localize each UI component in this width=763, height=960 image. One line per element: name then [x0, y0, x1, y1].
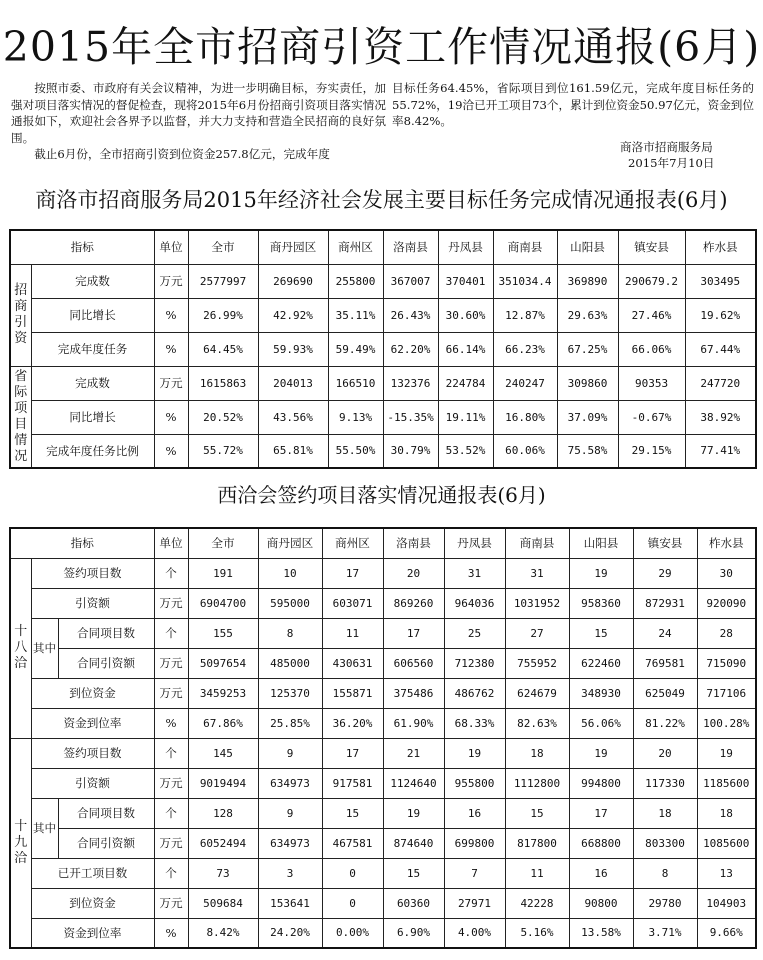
data-cell: 606560	[383, 648, 444, 678]
data-cell: 19	[569, 558, 633, 588]
unit-cell: %	[154, 298, 188, 332]
column-header: 指标	[10, 528, 154, 558]
data-cell: 65.81%	[258, 434, 328, 468]
header-row	[10, 230, 756, 264]
data-cell: 351034.4	[493, 264, 557, 298]
intro-paragraph-1: 按照市委、市政府有关会议精神，为进一步明确目标，夯实责任，加强对项目落实情况的督促检查，现将2015年6月份招商引资项目落实情况通报如下，欢迎社会各界予以监督，并大力支持和营造全民招商的良好氛围。	[11, 81, 386, 145]
data-cell: -0.67%	[618, 400, 685, 434]
column-header: 单位	[154, 528, 188, 558]
table2-title: 西洽会签约项目落实情况通报表(6月)	[217, 483, 546, 507]
data-cell: 100.28%	[697, 708, 756, 738]
issuing-org: 商洛市招商服务局	[620, 140, 713, 154]
data-cell: 370401	[438, 264, 493, 298]
data-cell: 128	[188, 798, 258, 828]
data-cell: 3	[258, 858, 322, 888]
data-cell: 27	[505, 618, 569, 648]
data-cell: 1031952	[505, 588, 569, 618]
intro-left	[11, 80, 386, 163]
data-cell: 467581	[322, 828, 383, 858]
data-cell: 625049	[633, 678, 697, 708]
data-cell: 769581	[633, 648, 697, 678]
table-row	[10, 434, 756, 468]
data-cell: 27.46%	[618, 298, 685, 332]
data-cell: 430631	[322, 648, 383, 678]
row-label: 到位资金	[31, 678, 154, 708]
data-cell: 204013	[258, 366, 328, 400]
data-cell: 8	[258, 618, 322, 648]
data-cell: 19.11%	[438, 400, 493, 434]
unit-cell: 万元	[154, 648, 188, 678]
data-cell: 59.49%	[328, 332, 383, 366]
unit-cell: %	[154, 400, 188, 434]
table-row	[10, 648, 756, 678]
row-label: 同比增长	[31, 400, 154, 434]
data-cell: 53.52%	[438, 434, 493, 468]
row-label: 已开工项目数	[31, 858, 154, 888]
data-cell: 37.09%	[557, 400, 618, 434]
table-row	[10, 618, 756, 648]
table-row	[10, 588, 756, 618]
data-cell: 509684	[188, 888, 258, 918]
data-cell: 1124640	[383, 768, 444, 798]
data-cell: 18	[505, 738, 569, 768]
data-cell: 36.20%	[322, 708, 383, 738]
data-cell: 55.72%	[188, 434, 258, 468]
data-cell: 19	[444, 738, 505, 768]
data-cell: 6904700	[188, 588, 258, 618]
table-row	[10, 858, 756, 888]
table-row	[10, 400, 756, 434]
data-cell: 60.06%	[493, 434, 557, 468]
column-header: 山阳县	[569, 528, 633, 558]
row-label: 合同项目数	[58, 798, 154, 828]
data-cell: 30.79%	[383, 434, 438, 468]
unit-cell: %	[154, 708, 188, 738]
data-cell: 55.50%	[328, 434, 383, 468]
data-cell: 125370	[258, 678, 322, 708]
row-label: 合同引资额	[58, 648, 154, 678]
data-cell: 61.90%	[383, 708, 444, 738]
data-cell: 26.43%	[383, 298, 438, 332]
session-label: 十八洽	[10, 558, 31, 738]
data-cell: 20	[633, 738, 697, 768]
data-cell: 104903	[697, 888, 756, 918]
data-cell: 8.42%	[188, 918, 258, 948]
data-cell: 375486	[383, 678, 444, 708]
data-cell: 9	[258, 738, 322, 768]
table-row	[10, 888, 756, 918]
data-cell: 68.33%	[444, 708, 505, 738]
data-cell: 81.22%	[633, 708, 697, 738]
column-header: 商南县	[505, 528, 569, 558]
data-cell: 17	[322, 558, 383, 588]
sub-group-label: 其中	[31, 618, 58, 678]
data-cell: 290679.2	[618, 264, 685, 298]
data-cell: 1185600	[697, 768, 756, 798]
data-cell: 715090	[697, 648, 756, 678]
data-cell: 16	[444, 798, 505, 828]
data-cell: 955800	[444, 768, 505, 798]
column-header: 商州区	[328, 230, 383, 264]
data-cell: 817800	[505, 828, 569, 858]
data-cell: 5.16%	[505, 918, 569, 948]
column-header: 指标	[10, 230, 154, 264]
row-label: 引资额	[31, 768, 154, 798]
table-row	[10, 828, 756, 858]
data-cell: 11	[322, 618, 383, 648]
data-cell: 29780	[633, 888, 697, 918]
data-cell: 25	[444, 618, 505, 648]
data-cell: 191	[188, 558, 258, 588]
intro-paragraph-2: 截止6月份，全市招商引资到位资金257.8亿元，完成年度	[34, 147, 330, 162]
data-cell: 132376	[383, 366, 438, 400]
data-cell: 62.20%	[383, 332, 438, 366]
data-cell: 11	[505, 858, 569, 888]
unit-cell: %	[154, 918, 188, 948]
data-cell: 964036	[444, 588, 505, 618]
data-cell: 66.06%	[618, 332, 685, 366]
data-cell: 64.45%	[188, 332, 258, 366]
data-cell: 624679	[505, 678, 569, 708]
data-cell: 155	[188, 618, 258, 648]
table-row	[10, 768, 756, 798]
data-cell: 2577997	[188, 264, 258, 298]
data-cell: 755952	[505, 648, 569, 678]
data-cell: 24.20%	[258, 918, 322, 948]
data-cell: 9.66%	[697, 918, 756, 948]
data-cell: 872931	[633, 588, 697, 618]
data-cell: 18	[633, 798, 697, 828]
unit-cell: 个	[154, 618, 188, 648]
data-cell: 27971	[444, 888, 505, 918]
data-cell: 699800	[444, 828, 505, 858]
data-cell: 240247	[493, 366, 557, 400]
data-cell: 30.60%	[438, 298, 493, 332]
table-row	[10, 918, 756, 948]
row-label: 完成年度任务	[31, 332, 154, 366]
data-cell: 9.13%	[328, 400, 383, 434]
data-cell: 634973	[258, 768, 322, 798]
data-cell: 6.90%	[383, 918, 444, 948]
data-cell: 348930	[569, 678, 633, 708]
unit-cell: 个	[154, 798, 188, 828]
row-group-label: 省际项目情况	[10, 366, 31, 468]
data-cell: 369890	[557, 264, 618, 298]
data-cell: 43.56%	[258, 400, 328, 434]
data-cell: 13	[697, 858, 756, 888]
header-row	[10, 528, 756, 558]
data-cell: 20.52%	[188, 400, 258, 434]
data-cell: 917581	[322, 768, 383, 798]
data-cell: 29.15%	[618, 434, 685, 468]
column-header: 柞水县	[697, 528, 756, 558]
issue-date: 2015年7月10日	[628, 156, 715, 170]
table-row	[10, 798, 756, 828]
data-cell: 26.99%	[188, 298, 258, 332]
data-cell: 29.63%	[557, 298, 618, 332]
data-cell: 3.71%	[633, 918, 697, 948]
data-cell: 634973	[258, 828, 322, 858]
data-cell: 31	[444, 558, 505, 588]
data-cell: 16.80%	[493, 400, 557, 434]
table-row	[10, 264, 756, 298]
row-label: 完成年度任务比例	[31, 434, 154, 468]
unit-cell: 万元	[154, 678, 188, 708]
column-header: 商丹园区	[258, 528, 322, 558]
data-cell: -15.35%	[383, 400, 438, 434]
data-cell: 874640	[383, 828, 444, 858]
row-label: 同比增长	[31, 298, 154, 332]
targets-table	[9, 229, 757, 469]
data-cell: 73	[188, 858, 258, 888]
column-header: 镇安县	[618, 230, 685, 264]
data-cell: 486762	[444, 678, 505, 708]
data-cell: 668800	[569, 828, 633, 858]
data-cell: 17	[383, 618, 444, 648]
data-cell: 15	[505, 798, 569, 828]
table-row	[10, 558, 756, 588]
data-cell: 166510	[328, 366, 383, 400]
column-header: 洛南县	[383, 528, 444, 558]
data-cell: 4.00%	[444, 918, 505, 948]
data-cell: 29	[633, 558, 697, 588]
signing-table	[9, 527, 757, 949]
column-header: 丹凤县	[444, 528, 505, 558]
data-cell: 622460	[569, 648, 633, 678]
data-cell: 10	[258, 558, 322, 588]
unit-cell: 万元	[154, 768, 188, 798]
data-cell: 60360	[383, 888, 444, 918]
data-cell: 367007	[383, 264, 438, 298]
data-cell: 803300	[633, 828, 697, 858]
data-cell: 9019494	[188, 768, 258, 798]
data-cell: 31	[505, 558, 569, 588]
data-cell: 869260	[383, 588, 444, 618]
data-cell: 19	[383, 798, 444, 828]
data-cell: 958360	[569, 588, 633, 618]
data-cell: 75.58%	[557, 434, 618, 468]
row-group-label: 招商引资	[10, 264, 31, 366]
table-row	[10, 708, 756, 738]
unit-cell: %	[154, 434, 188, 468]
data-cell: 30	[697, 558, 756, 588]
data-cell: 994800	[569, 768, 633, 798]
data-cell: 25.85%	[258, 708, 322, 738]
table-row	[10, 332, 756, 366]
data-cell: 17	[569, 798, 633, 828]
row-label: 合同引资额	[58, 828, 154, 858]
data-cell: 717106	[697, 678, 756, 708]
data-cell: 17	[322, 738, 383, 768]
row-label: 合同项目数	[58, 618, 154, 648]
unit-cell: %	[154, 332, 188, 366]
data-cell: 12.87%	[493, 298, 557, 332]
data-cell: 18	[697, 798, 756, 828]
data-cell: 77.41%	[685, 434, 756, 468]
data-cell: 13.58%	[569, 918, 633, 948]
column-header: 山阳县	[557, 230, 618, 264]
unit-cell: 个	[154, 558, 188, 588]
data-cell: 19	[569, 738, 633, 768]
row-label: 签约项目数	[31, 738, 154, 768]
column-header: 镇安县	[633, 528, 697, 558]
unit-cell: 万元	[154, 588, 188, 618]
column-header: 丹凤县	[438, 230, 493, 264]
data-cell: 155871	[322, 678, 383, 708]
column-header: 商南县	[493, 230, 557, 264]
column-header: 商州区	[322, 528, 383, 558]
data-cell: 303495	[685, 264, 756, 298]
data-cell: 90800	[569, 888, 633, 918]
data-cell: 117330	[633, 768, 697, 798]
data-cell: 67.86%	[188, 708, 258, 738]
data-cell: 82.63%	[505, 708, 569, 738]
row-label: 签约项目数	[31, 558, 154, 588]
row-label: 完成数	[31, 264, 154, 298]
column-header: 全市	[188, 528, 258, 558]
row-label: 引资额	[31, 588, 154, 618]
unit-cell: 个	[154, 738, 188, 768]
data-cell: 56.06%	[569, 708, 633, 738]
table-row	[10, 366, 756, 400]
data-cell: 21	[383, 738, 444, 768]
data-cell: 1615863	[188, 366, 258, 400]
sub-group-label: 其中	[31, 798, 58, 858]
row-label: 资金到位率	[31, 918, 154, 948]
data-cell: 15	[383, 858, 444, 888]
data-cell: 603071	[322, 588, 383, 618]
data-cell: 67.25%	[557, 332, 618, 366]
data-cell: 920090	[697, 588, 756, 618]
row-label: 到位资金	[31, 888, 154, 918]
data-cell: 28	[697, 618, 756, 648]
column-header: 洛南县	[383, 230, 438, 264]
column-header: 全市	[188, 230, 258, 264]
data-cell: 8	[633, 858, 697, 888]
data-cell: 255800	[328, 264, 383, 298]
data-cell: 7	[444, 858, 505, 888]
page-title: 2015年全市招商引资工作情况通报(6月)	[2, 23, 761, 71]
unit-cell: 万元	[154, 828, 188, 858]
data-cell: 1112800	[505, 768, 569, 798]
data-cell: 15	[569, 618, 633, 648]
data-cell: 24	[633, 618, 697, 648]
data-cell: 247720	[685, 366, 756, 400]
data-cell: 66.14%	[438, 332, 493, 366]
data-cell: 38.92%	[685, 400, 756, 434]
row-label: 完成数	[31, 366, 154, 400]
intro-right	[392, 80, 754, 130]
column-header: 柞水县	[685, 230, 756, 264]
table-row	[10, 738, 756, 768]
column-header: 单位	[154, 230, 188, 264]
data-cell: 42.92%	[258, 298, 328, 332]
unit-cell: 个	[154, 858, 188, 888]
data-cell: 3459253	[188, 678, 258, 708]
data-cell: 66.23%	[493, 332, 557, 366]
data-cell: 19	[697, 738, 756, 768]
data-cell: 309860	[557, 366, 618, 400]
data-cell: 59.93%	[258, 332, 328, 366]
data-cell: 6052494	[188, 828, 258, 858]
data-cell: 0	[322, 888, 383, 918]
data-cell: 35.11%	[328, 298, 383, 332]
data-cell: 145	[188, 738, 258, 768]
data-cell: 5097654	[188, 648, 258, 678]
data-cell: 485000	[258, 648, 322, 678]
session-label: 十九洽	[10, 738, 31, 948]
data-cell: 67.44%	[685, 332, 756, 366]
data-cell: 0.00%	[322, 918, 383, 948]
data-cell: 42228	[505, 888, 569, 918]
table-row	[10, 298, 756, 332]
data-cell: 595000	[258, 588, 322, 618]
data-cell: 153641	[258, 888, 322, 918]
data-cell: 269690	[258, 264, 328, 298]
data-cell: 19.62%	[685, 298, 756, 332]
data-cell: 224784	[438, 366, 493, 400]
column-header: 商丹园区	[258, 230, 328, 264]
table1-title: 商洛市招商服务局2015年经济社会发展主要目标任务完成情况通报表(6月)	[35, 188, 728, 212]
table-row	[10, 678, 756, 708]
data-cell: 20	[383, 558, 444, 588]
data-cell: 15	[322, 798, 383, 828]
data-cell: 90353	[618, 366, 685, 400]
data-cell: 16	[569, 858, 633, 888]
data-cell: 1085600	[697, 828, 756, 858]
data-cell: 9	[258, 798, 322, 828]
unit-cell: 万元	[154, 366, 188, 400]
intro-paragraph-3: 目标任务64.45%，省际项目到位161.59亿元，完成年度目标任务的55.72%，19洽已开工项目73个，累计到位资金50.97亿元，资金到位率8.42%。	[392, 81, 754, 129]
unit-cell: 万元	[154, 888, 188, 918]
row-label: 资金到位率	[31, 708, 154, 738]
unit-cell: 万元	[154, 264, 188, 298]
data-cell: 0	[322, 858, 383, 888]
data-cell: 712380	[444, 648, 505, 678]
